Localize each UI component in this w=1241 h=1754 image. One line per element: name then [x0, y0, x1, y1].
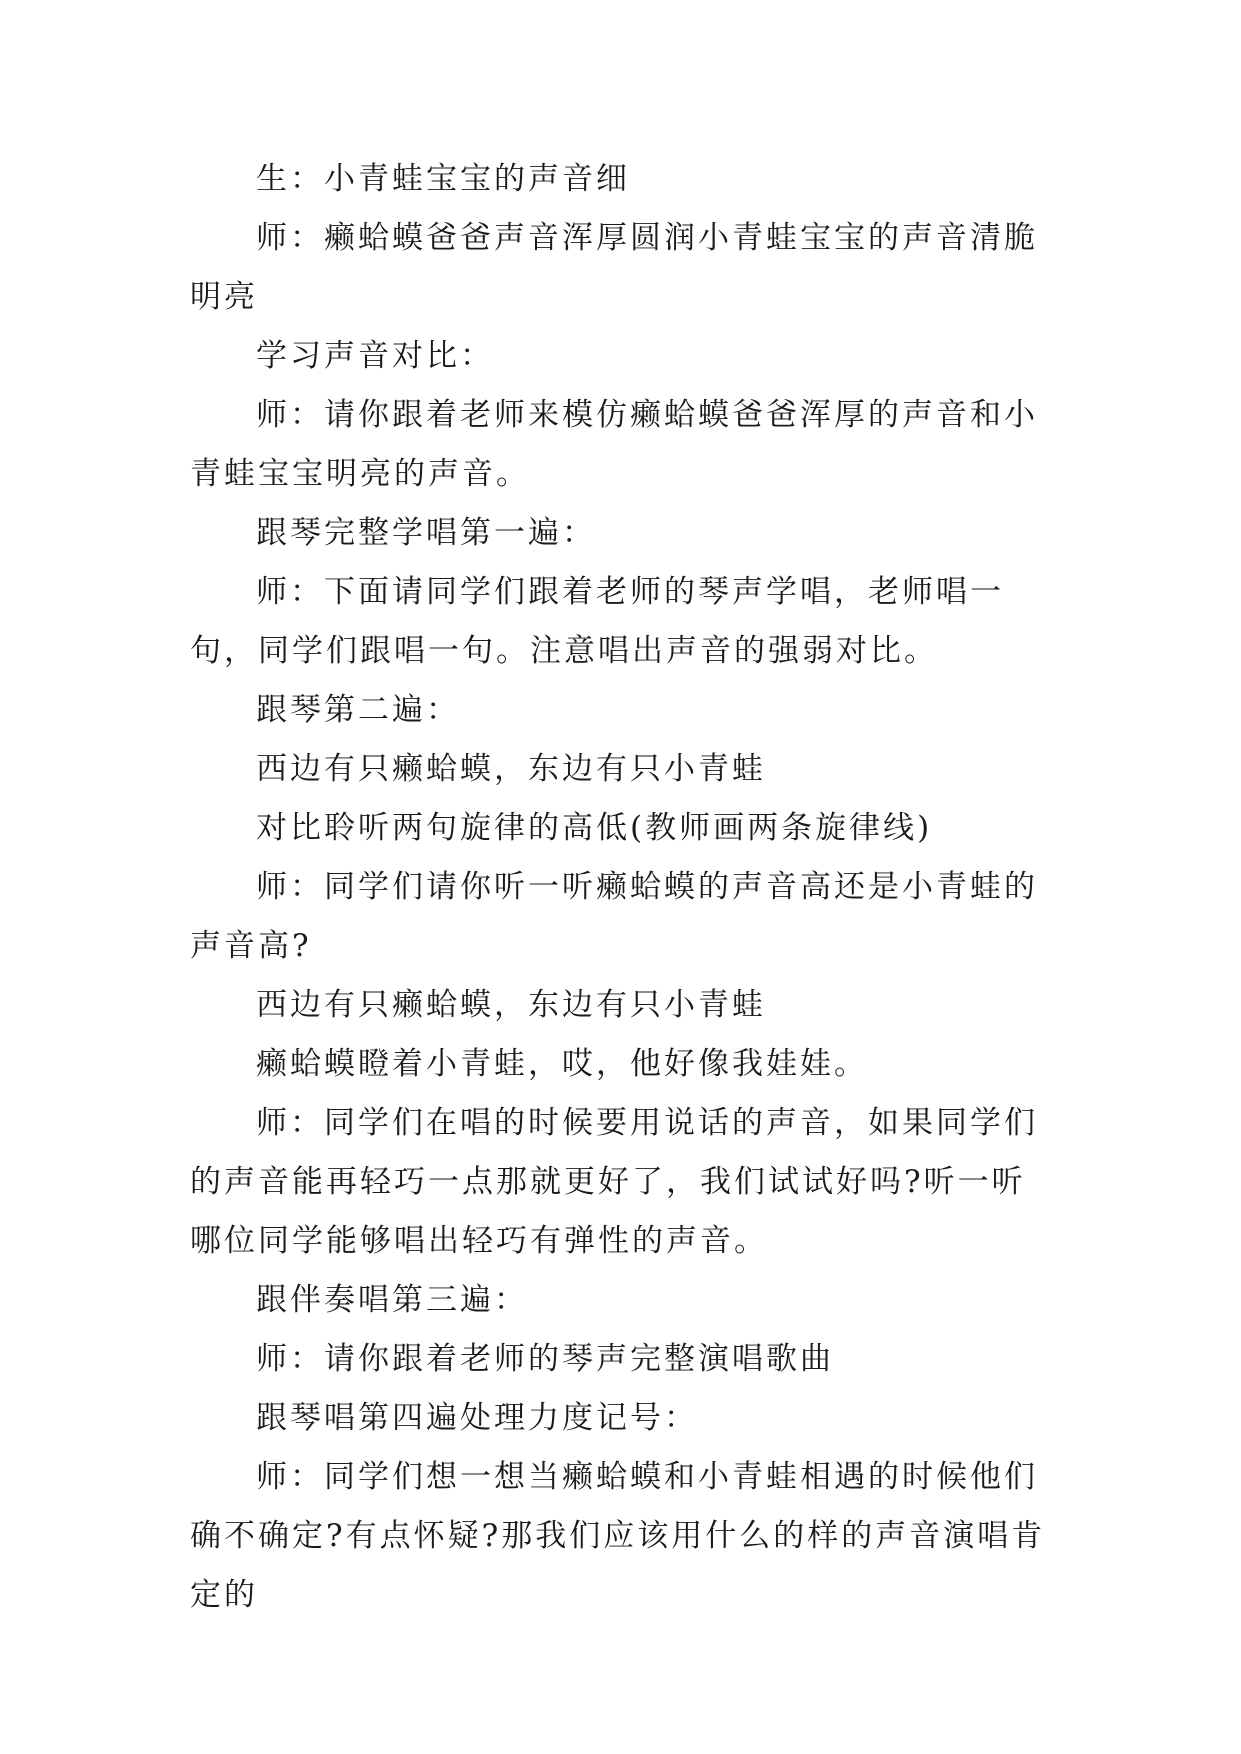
paragraph: 癞蛤蟆瞪着小青蛙，哎，他好像我娃娃。	[256, 1046, 868, 1082]
paragraph: 跟伴奏唱第三遍：	[256, 1282, 528, 1318]
paragraph: 对比聆听两句旋律的高低(教师画两条旋律线)	[256, 810, 933, 846]
paragraph: 师：同学们在唱的时候要用说话的声音，如果同学们的声音能再轻巧一点那就更好了，我们试试好吗?听一听哪位同学能够唱出轻巧有弹性的声音。	[190, 1105, 1038, 1259]
paragraph: 师：同学们想一想当癞蛤蟆和小青蛙相遇的时候他们确不确定?有点怀疑?那我们应该用什么的样的声音演唱肯定的	[190, 1459, 1046, 1613]
document-page	[190, 150, 1050, 1625]
paragraph: 学习声音对比：	[256, 338, 494, 374]
paragraph: 跟琴唱第四遍处理力度记号：	[256, 1400, 698, 1436]
paragraph: 西边有只癞蛤蟆，东边有只小青蛙	[256, 751, 766, 787]
paragraph: 西边有只癞蛤蟆，东边有只小青蛙	[256, 987, 766, 1023]
paragraph: 师：下面请同学们跟着老师的琴声学唱，老师唱一句，同学们跟唱一句。注意唱出声音的强弱对比。	[190, 574, 1004, 669]
paragraph: 跟琴第二遍：	[256, 692, 460, 728]
paragraph: 师：请你跟着老师的琴声完整演唱歌曲	[256, 1341, 834, 1377]
paragraph: 师：请你跟着老师来模仿癞蛤蟆爸爸浑厚的声音和小青蛙宝宝明亮的声音。	[190, 397, 1038, 492]
paragraph: 师：同学们请你听一听癞蛤蟆的声音高还是小青蛙的声音高?	[190, 869, 1038, 964]
paragraph: 跟琴完整学唱第一遍：	[256, 515, 596, 551]
paragraph: 生：小青蛙宝宝的声音细	[256, 161, 630, 197]
paragraph: 师：癞蛤蟆爸爸声音浑厚圆润小青蛙宝宝的声音清脆明亮	[190, 220, 1038, 315]
